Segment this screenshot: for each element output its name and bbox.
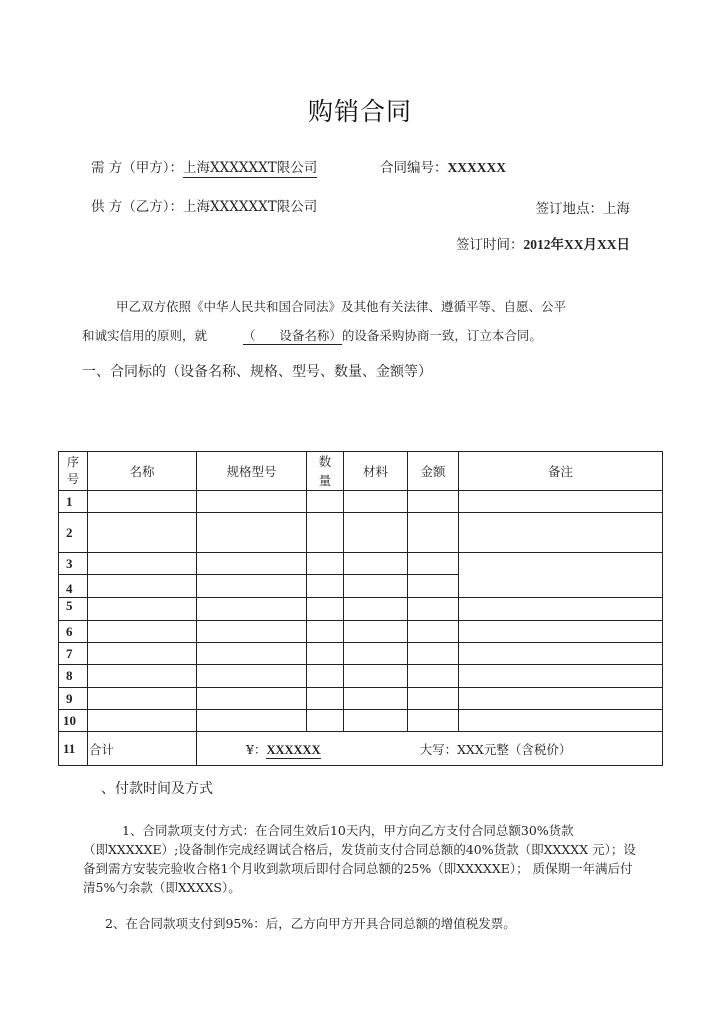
- cell-spec[interactable]: [197, 575, 307, 598]
- cell-material[interactable]: [344, 598, 408, 621]
- col-header-qty: [307, 452, 344, 491]
- col-header-name: 名称: [88, 452, 197, 491]
- section-2-heading: 、付款时间及方式: [101, 781, 213, 797]
- yen-label: ¥：: [246, 741, 267, 757]
- contract-no-line: [380, 156, 506, 176]
- buyer-line: [91, 156, 317, 176]
- cell-remark[interactable]: [459, 513, 663, 553]
- total-amount-cell[interactable]: [197, 732, 663, 766]
- contract-no: XXXXXX: [447, 160, 506, 175]
- capital-label: 大写：: [419, 741, 458, 757]
- row-seq: 5: [59, 598, 88, 621]
- goods-table: [58, 451, 663, 766]
- row-seq: 2: [59, 513, 88, 553]
- cell-amount[interactable]: [408, 491, 459, 513]
- cell-amount[interactable]: [408, 665, 459, 688]
- cell-material[interactable]: [344, 491, 408, 513]
- place: 上海: [603, 201, 630, 217]
- clause-1-line-1: 1、合同款项支付方式：在合同生效后10天内，甲方向乙方支付合同总额30%货款: [122, 823, 574, 838]
- place-label: 签订地点：: [535, 201, 603, 217]
- intro-line-1: 甲乙双方依照《中华人民共和国合同法》及其他有关法律、遵循平等、自愿、公平: [116, 299, 567, 314]
- table-row: [59, 513, 663, 553]
- cell-qty[interactable]: [307, 575, 344, 598]
- page-title: 购销合同: [307, 97, 412, 126]
- cell-spec[interactable]: [197, 621, 307, 643]
- cell-amount[interactable]: [408, 643, 459, 665]
- cell-name[interactable]: [88, 643, 197, 665]
- cell-material[interactable]: [344, 553, 408, 575]
- table-row: [59, 688, 663, 710]
- cell-material[interactable]: [344, 643, 408, 665]
- cell-material[interactable]: [344, 710, 408, 732]
- clause-2: 2、在合同款项支付到95%：后，乙方向甲方开具合同总额的增值税发票。: [105, 916, 516, 931]
- cell-remark[interactable]: [459, 598, 663, 621]
- cell-amount[interactable]: [408, 553, 459, 575]
- cell-spec[interactable]: [197, 665, 307, 688]
- cell-spec[interactable]: [197, 688, 307, 710]
- table-row: [59, 553, 663, 575]
- cell-remark[interactable]: [459, 665, 663, 688]
- cell-amount[interactable]: [408, 688, 459, 710]
- cell-name[interactable]: [88, 575, 197, 598]
- cell-qty[interactable]: [307, 621, 344, 643]
- total-label: 合计: [88, 732, 197, 766]
- cell-qty[interactable]: [307, 598, 344, 621]
- col-header-amount: 金额: [408, 452, 459, 491]
- table-row: [59, 598, 663, 621]
- cell-remark[interactable]: [459, 621, 663, 643]
- cell-qty[interactable]: [307, 491, 344, 513]
- cell-qty[interactable]: [307, 643, 344, 665]
- row-seq: 9: [59, 688, 88, 710]
- cell-name[interactable]: [88, 598, 197, 621]
- col-header-spec: 规格型号: [197, 452, 307, 491]
- col-header-seq: [59, 452, 88, 491]
- cell-remark-merged[interactable]: [459, 553, 663, 598]
- cell-spec[interactable]: [197, 553, 307, 575]
- clause-1-line-3: 备到需方安装完验收合格1个月收到款项后即付合同总额的25%（即XXXXXE）； 质保期一年满后付: [83, 861, 633, 876]
- seller-label: 供 方（乙方）：: [91, 199, 184, 215]
- cell-name[interactable]: [88, 553, 197, 575]
- table-row: [59, 491, 663, 513]
- row-seq: 1: [59, 491, 88, 513]
- cell-name[interactable]: [88, 621, 197, 643]
- cell-spec[interactable]: [197, 513, 307, 553]
- cell-name[interactable]: [88, 491, 197, 513]
- buyer-name: 上海XXXXXXT限公司: [183, 160, 318, 176]
- cell-amount[interactable]: [408, 513, 459, 553]
- row-seq: 10: [59, 710, 88, 732]
- date-label: 签订时间：: [456, 237, 524, 253]
- total-row: [59, 732, 663, 766]
- cell-qty[interactable]: [307, 553, 344, 575]
- cell-name[interactable]: [88, 513, 197, 553]
- clause-1-line-2: （即XXXXXE）;设备制作完成经调试合格后，发货前支付合同总额的40%货款（即XXXXX 元）；设: [83, 842, 636, 857]
- cell-material[interactable]: [344, 665, 408, 688]
- cell-material[interactable]: [344, 575, 408, 598]
- cell-remark[interactable]: [459, 688, 663, 710]
- table-row: [59, 643, 663, 665]
- cell-material[interactable]: [344, 621, 408, 643]
- cell-remark[interactable]: [459, 710, 663, 732]
- cell-name[interactable]: [88, 688, 197, 710]
- cell-qty[interactable]: [307, 665, 344, 688]
- col-header-qty-text: 数量: [318, 454, 332, 488]
- cell-qty[interactable]: [307, 688, 344, 710]
- col-header-material: 材料: [344, 452, 408, 491]
- col-header-remark: 备注: [459, 452, 663, 491]
- table-row: [59, 710, 663, 732]
- yen-value: XXXXXX: [266, 742, 321, 757]
- cell-remark[interactable]: [459, 643, 663, 665]
- contract-no-label: 合同编号：: [380, 160, 448, 176]
- cell-amount[interactable]: [408, 621, 459, 643]
- cell-material[interactable]: [344, 688, 408, 710]
- cell-spec[interactable]: [197, 598, 307, 621]
- clause-1-line-4: 清5%勺余款（即XXXXS）。: [83, 880, 241, 895]
- cell-qty[interactable]: [307, 513, 344, 553]
- capital-value: XXX元整（含税价）: [457, 741, 572, 757]
- table-row: [59, 621, 663, 643]
- buyer-label: 需 方（甲方）：: [91, 160, 184, 176]
- cell-qty[interactable]: [307, 710, 344, 732]
- row-seq: 4: [59, 575, 88, 598]
- cell-spec[interactable]: [197, 643, 307, 665]
- row-seq: 3: [59, 553, 88, 575]
- cell-material[interactable]: [344, 513, 408, 553]
- seller-name: 上海XXXXXXT限公司: [183, 199, 318, 215]
- cell-name[interactable]: [88, 665, 197, 688]
- place-line: [536, 197, 631, 217]
- col-header-seq-text: 序号: [66, 455, 79, 486]
- table-row: [59, 665, 663, 688]
- table-header-row: [59, 452, 663, 491]
- intro-prefix: 和诚实信用的原则，就: [82, 328, 208, 343]
- section-1-heading: 一、合同标的（设备名称、规格、型号、数量、金额等）: [82, 364, 432, 380]
- row-seq: 8: [59, 665, 88, 688]
- row-seq: 6: [59, 621, 88, 643]
- cell-name[interactable]: [88, 710, 197, 732]
- cell-amount[interactable]: [408, 575, 459, 598]
- cell-remark[interactable]: [459, 491, 663, 513]
- cell-spec[interactable]: [197, 710, 307, 732]
- cell-amount[interactable]: [408, 598, 459, 621]
- cell-amount[interactable]: [408, 710, 459, 732]
- seller-line: [91, 195, 317, 215]
- total-seq: 11: [59, 732, 88, 766]
- cell-spec[interactable]: [197, 491, 307, 513]
- intro-line-2: [82, 326, 542, 345]
- row-seq: 7: [59, 643, 88, 665]
- date: 2012年XX月XX日: [523, 237, 630, 252]
- intro-suffix: 的设备采购协商一致，订立本合同。: [341, 328, 542, 343]
- equipment-name-blank: （ 设备名称）: [243, 328, 342, 343]
- date-line: [456, 233, 630, 253]
